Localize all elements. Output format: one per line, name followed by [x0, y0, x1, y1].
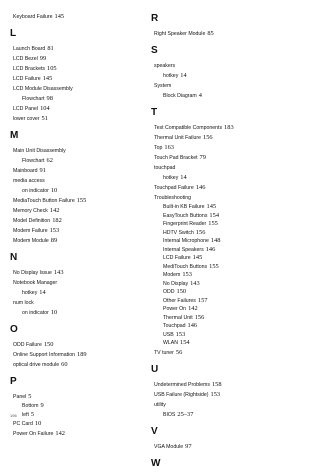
index-entry: LCD Bezel 99	[13, 55, 47, 62]
index-entry: Mainboard 91	[13, 167, 46, 174]
index-subentry: Fingerprint Reader 155	[163, 220, 218, 227]
index-entry: Right Speaker Module 85	[154, 30, 214, 37]
index-letter-n: N	[10, 252, 18, 263]
index-entry: Touch Pad Bracket 79	[154, 154, 206, 161]
index-letter-r: R	[151, 13, 159, 24]
index-subentry: Built-in KB Failure 145	[163, 203, 217, 210]
index-entry: Top 163	[154, 144, 174, 151]
index-letter-s: S	[151, 45, 158, 56]
index-letter-u: U	[151, 363, 159, 375]
index-entry: Modem Failure 153	[13, 227, 60, 234]
index-entry: Modem Module 89	[13, 237, 58, 244]
index-entry: touchpad	[154, 165, 176, 171]
index-subentry: Other Failures 157	[163, 296, 208, 304]
index-letter-o: O	[10, 324, 18, 335]
index-subentry: hotkey 14	[163, 72, 187, 79]
index-entry: System	[154, 83, 172, 89]
index-entry: utility	[154, 401, 166, 408]
index-subentry: Modem 153	[163, 271, 192, 278]
index-entry: optical drive module 60	[13, 361, 68, 368]
index-subentry: Flowchart 62	[22, 157, 53, 164]
index-entry: Notebook Manager	[13, 280, 58, 286]
index-subentry: Touchpad 146	[163, 322, 198, 329]
index-entry: Keyboard Failure 145	[13, 13, 65, 20]
index-subentry: Flowchart 98	[22, 95, 53, 102]
index-entry: LCD Panel 104	[13, 105, 50, 112]
index-subentry: MediTouch Buttons 155	[163, 262, 219, 270]
index-subentry: HDTV Switch 156	[163, 228, 206, 236]
index-subentry: on indicator 10	[22, 309, 58, 316]
index-subentry: hotkey 14	[22, 289, 46, 296]
index-entry: No Display Issue 143	[13, 269, 64, 276]
index-entry: Online Support Information 189	[13, 351, 87, 358]
index-subentry: ODD 150	[163, 288, 187, 295]
index-subentry: Bottom 9	[22, 402, 44, 409]
index-letter-t: T	[151, 107, 158, 118]
index-letter-l: L	[10, 28, 17, 39]
index-entry: Model Definition 182	[13, 217, 62, 224]
index-subentry: hotkey 14	[163, 174, 187, 181]
index-entry: LCD Module Disassembly	[13, 86, 73, 92]
index-subentry: Internal Speakers 146	[163, 245, 216, 253]
index-entry: LCD Brackets 105	[13, 65, 57, 72]
index-entry: MediaTouch Button Failure 155	[13, 197, 87, 204]
index-subentry: Power On 142	[163, 305, 198, 312]
index-entry: Memory Check 142	[13, 207, 60, 214]
index-entry: num lock	[13, 300, 34, 306]
index-entry: Main Unit Disassembly	[13, 148, 66, 154]
index-subentry: No Display 143	[163, 279, 200, 287]
index-entry: Test Compatible Components 183	[154, 124, 234, 131]
index-entry: Undetermined Problems 158	[154, 380, 222, 388]
index-entry: Power On Failure 142	[13, 430, 65, 437]
index-entry: Thermal Unit Failure 156	[154, 134, 213, 141]
index-entry: lower cover 51	[13, 115, 48, 122]
index-subentry: WLAN 154	[163, 339, 190, 346]
index-subentry: EasyTouch Buttons 154	[163, 211, 220, 219]
index-subentry: Thermal Unit 156	[163, 313, 205, 321]
index-letter-m: M	[10, 130, 19, 141]
index-letter-w: W	[151, 457, 161, 469]
index-entry: USB Failure (Rightside) 153	[154, 390, 221, 398]
index-entry: Touchpad Failure 146	[154, 184, 206, 191]
index-letter-v: V	[151, 425, 158, 437]
index-subentry: Internal Microphone 148	[163, 237, 221, 244]
index-entry: Troubleshooting	[154, 195, 192, 201]
index-entry: Panel 5	[13, 393, 32, 400]
index-entry: media access	[13, 178, 45, 184]
index-subentry: USB 153	[163, 330, 186, 338]
index-entry: PC Card 10	[13, 420, 42, 427]
index-entry: LCD Failure 145	[13, 75, 53, 82]
index-entry: speakers	[154, 63, 176, 69]
index-entry: TV tuner 56	[154, 348, 183, 356]
page-number: 196	[10, 413, 17, 418]
index-letter-p: P	[10, 376, 17, 387]
index-subentry: on indicator 10	[22, 187, 58, 194]
index-right-column	[151, 12, 296, 474]
index-entry: Launch Board 81	[13, 45, 54, 52]
index-subentry: BIOS 25–37	[163, 410, 194, 418]
index-left-column	[10, 12, 145, 439]
index-entry: ODD Failure 150	[13, 341, 54, 348]
index-subentry: LCD Failure 145	[163, 254, 203, 261]
index-subentry: left 5	[22, 410, 35, 418]
index-entry: VGA Module 97	[154, 442, 192, 450]
index-subentry: Block Diagram 4	[163, 92, 202, 99]
